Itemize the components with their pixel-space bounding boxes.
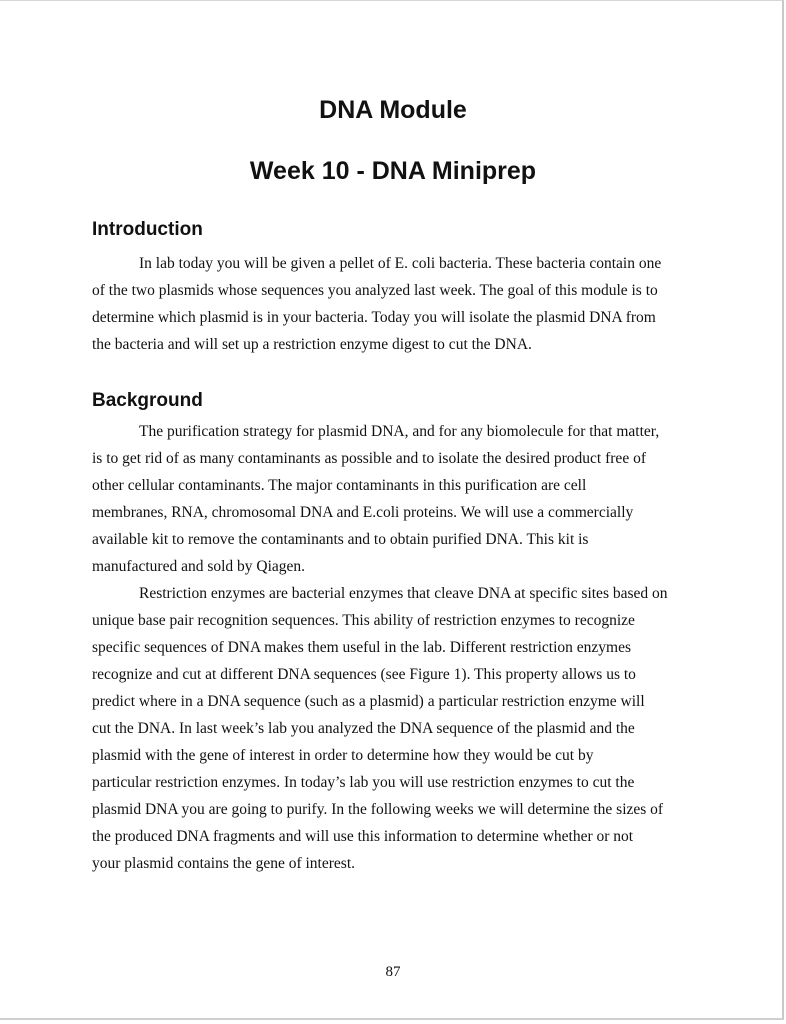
intro-line: In lab today you will be given a pellet of E. coli bacteria. These bacteria contain one bbox=[139, 255, 662, 272]
introduction-heading: Introduction bbox=[92, 219, 203, 240]
background-line: manufactured and sold by Qiagen. bbox=[92, 558, 306, 575]
background-line: unique base pair recognition sequences. This ability of restriction enzymes to recognize bbox=[92, 612, 635, 629]
week-title: Week 10 - DNA Miniprep bbox=[249, 157, 537, 185]
background-line: particular restriction enzymes. In today’s lab you will use restriction enzymes to cut the bbox=[92, 774, 635, 791]
background-line: available kit to remove the contaminants and to obtain purified DNA. This kit is bbox=[92, 531, 589, 548]
background-line: membranes, RNA, chromosomal DNA and E.coli proteins. We will use a commercially bbox=[92, 504, 634, 521]
page-number: 87 bbox=[385, 964, 401, 980]
background-heading: Background bbox=[92, 390, 203, 411]
intro-line: of the two plasmids whose sequences you analyzed last week. The goal of this module is to bbox=[92, 282, 658, 299]
background-line: recognize and cut at different DNA sequences (see Figure 1). This property allows us to bbox=[92, 666, 636, 683]
background-line: plasmid DNA you are going to purify. In the following weeks we will determine the sizes of bbox=[92, 801, 664, 818]
background-line: plasmid with the gene of interest in order to determine how they would be cut by bbox=[92, 747, 594, 764]
background-line: Restriction enzymes are bacterial enzymes that cleave DNA at specific sites based on bbox=[139, 585, 668, 602]
background-line: is to get rid of as many contaminants as possible and to isolate the desired product free of bbox=[92, 450, 646, 467]
background-line: the produced DNA fragments and will use this information to determine whether or not bbox=[92, 828, 634, 845]
background-line: predict where in a DNA sequence (such as a plasmid) a particular restriction enzyme will bbox=[92, 693, 645, 710]
intro-line: the bacteria and will set up a restriction enzyme digest to cut the DNA. bbox=[92, 336, 532, 353]
background-line: other cellular contaminants. The major contaminants in this purification are cell bbox=[92, 477, 587, 494]
background-line: specific sequences of DNA makes them useful in the lab. Different restriction enzymes bbox=[92, 639, 632, 656]
background-line: The purification strategy for plasmid DNA, and for any biomolecule for that matter, bbox=[139, 423, 660, 440]
background-line: cut the DNA. In last week’s lab you analyzed the DNA sequence of the plasmid and the bbox=[92, 720, 635, 737]
intro-line: determine which plasmid is in your bacteria. Today you will isolate the plasmid DNA from bbox=[92, 309, 656, 326]
module-title: DNA Module bbox=[319, 96, 467, 124]
background-line: your plasmid contains the gene of interest. bbox=[92, 855, 356, 872]
